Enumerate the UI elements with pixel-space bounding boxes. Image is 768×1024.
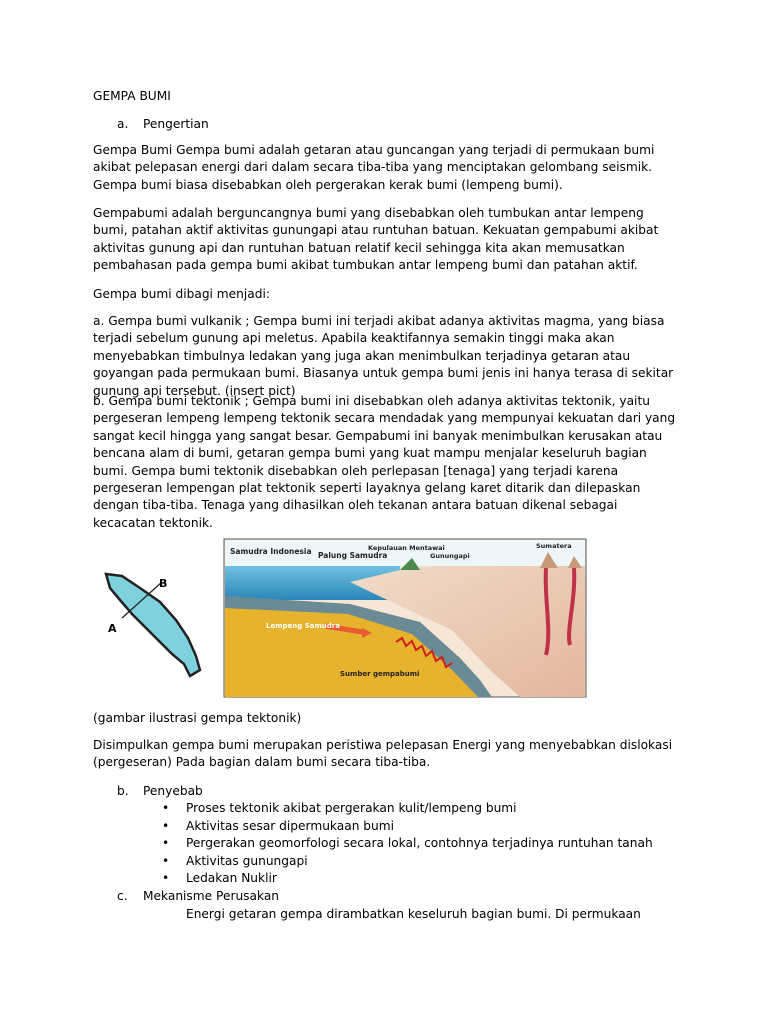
bullet-marker: •: [162, 801, 170, 815]
list-item-2: Aktivitas sesar dipermukaan bumi: [186, 819, 395, 833]
list-item-4: Aktivitas gunungapi: [186, 854, 308, 868]
paragraph-mechanism: Energi getaran gempa dirambatkan keseluruh bagian bumi. Di permukaan: [186, 907, 641, 921]
label-sumatera: Sumatera: [536, 542, 572, 550]
paragraph-gempabumi: Gempabumi adalah berguncangnya bumi yang disebabkan oleh tumbukan antar lempeng bumi, patahan aktif aktivitas gunungapi atau runtuhan batuan. Kekuatan gempabumi akibat aktivitas gunung api dan runtuhan batuan relatif kecil sehingga kita akan memusatkan pembahasan pada gempa bumi akibat tumbukan antar lempeng bumi dan patahan aktif.: [93, 206, 659, 273]
bullet-marker: •: [162, 819, 170, 833]
section-a-marker: a.: [117, 117, 129, 131]
section-c-marker: c.: [117, 889, 128, 903]
label-lempeng-samudra: Lempeng Samudra: [266, 622, 340, 630]
paragraph-conclusion: Disimpulkan gempa bumi merupakan peristiwa pelepasan Energi yang menyebabkan dislokasi (pergeseran) Pada bagian dalam bumi secara tiba-tiba.: [93, 738, 673, 770]
paragraph-definition: Gempa Bumi Gempa bumi adalah getaran atau guncangan yang terjadi di permukaan bumi akibat pelepasan energi dari dalam secara tiba-tiba yang menciptakan gelombang seismik. Gempa bumi biasa disebabkan oleh pergerakan kerak bumi (lempeng bumi).: [93, 143, 655, 192]
label-palung-samudra: Palung Samudra: [318, 551, 388, 560]
paragraph-vulkanik: a. Gempa bumi vulkanik ; Gempa bumi ini terjadi akibat adanya aktivitas magma, yang biasa terjadi sebelum gunung api meletus. Apabila keaktifannya semakin tinggi maka akan menyebabkan timbulnya ledakan yang juga akan menimbulkan terjadinya getaran atau goyangan pada permukaan bumi. Biasanya untuk gempa bumi jenis ini hanya terasa di sekitar gunung api tersebut. (insert pict): [93, 314, 674, 398]
paragraph-tektonik: b. Gempa bumi tektonik ; Gempa bumi ini disebabkan oleh adanya aktivitas tektonik, yaitu pergeseran lempeng lempeng tektonik secara mendadak yang mempunyai kekuatan dari yang sangat kecil hingga yang sangat besar. Gempabumi ini banyak menimbulkan kerusakan atau bencana alam di bumi, getaran gempa bumi yang kuat mampu menjalar keseluruh bagian bumi. Gempa bumi tektonik disebabkan oleh perlepasan [tenaga] yang terjadi karena pergeseran lempengan plat tektonik seperti layaknya gelang karet ditarik dan dilepaskan dengan tiba-tiba. Tenaga yang dihasilkan oleh tekanan antara batuan dikenal sebagai kecacatan tektonik.: [93, 394, 676, 530]
map-label-b: B: [159, 577, 168, 590]
section-b-heading: Penyebab: [143, 784, 203, 798]
cross-section: [224, 539, 586, 697]
document-title: GEMPA BUMI: [93, 89, 171, 103]
section-c-heading: Mekanisme Perusakan: [143, 889, 280, 903]
label-sumber-gempabumi: Sumber gempabumi: [340, 670, 420, 678]
map-label-a: A: [108, 622, 117, 635]
section-b-marker: b.: [117, 784, 129, 798]
bullet-marker: •: [162, 836, 170, 850]
paragraph-classification: Gempa bumi dibagi menjadi:: [93, 287, 270, 301]
bullet-marker: •: [162, 871, 170, 885]
label-kepulauan-mentawai: Kepulauan Mentawai: [368, 544, 445, 552]
label-gunungapi: Gunungapi: [430, 552, 470, 560]
tectonic-illustration: [100, 530, 600, 700]
figure-caption: (gambar ilustrasi gempa tektonik): [93, 711, 302, 725]
list-item-3: Pergerakan geomorfologi secara lokal, contohnya terjadinya runtuhan tanah: [186, 836, 653, 850]
list-item-1: Proses tektonik akibat pergerakan kulit/lempeng bumi: [186, 801, 517, 815]
section-a-heading: Pengertian: [143, 117, 209, 131]
list-item-5: Ledakan Nuklir: [186, 871, 277, 885]
bullet-marker: •: [162, 854, 170, 868]
label-samudra-indonesia: Samudra Indonesia: [230, 547, 312, 556]
sumatra-map: [106, 574, 200, 676]
